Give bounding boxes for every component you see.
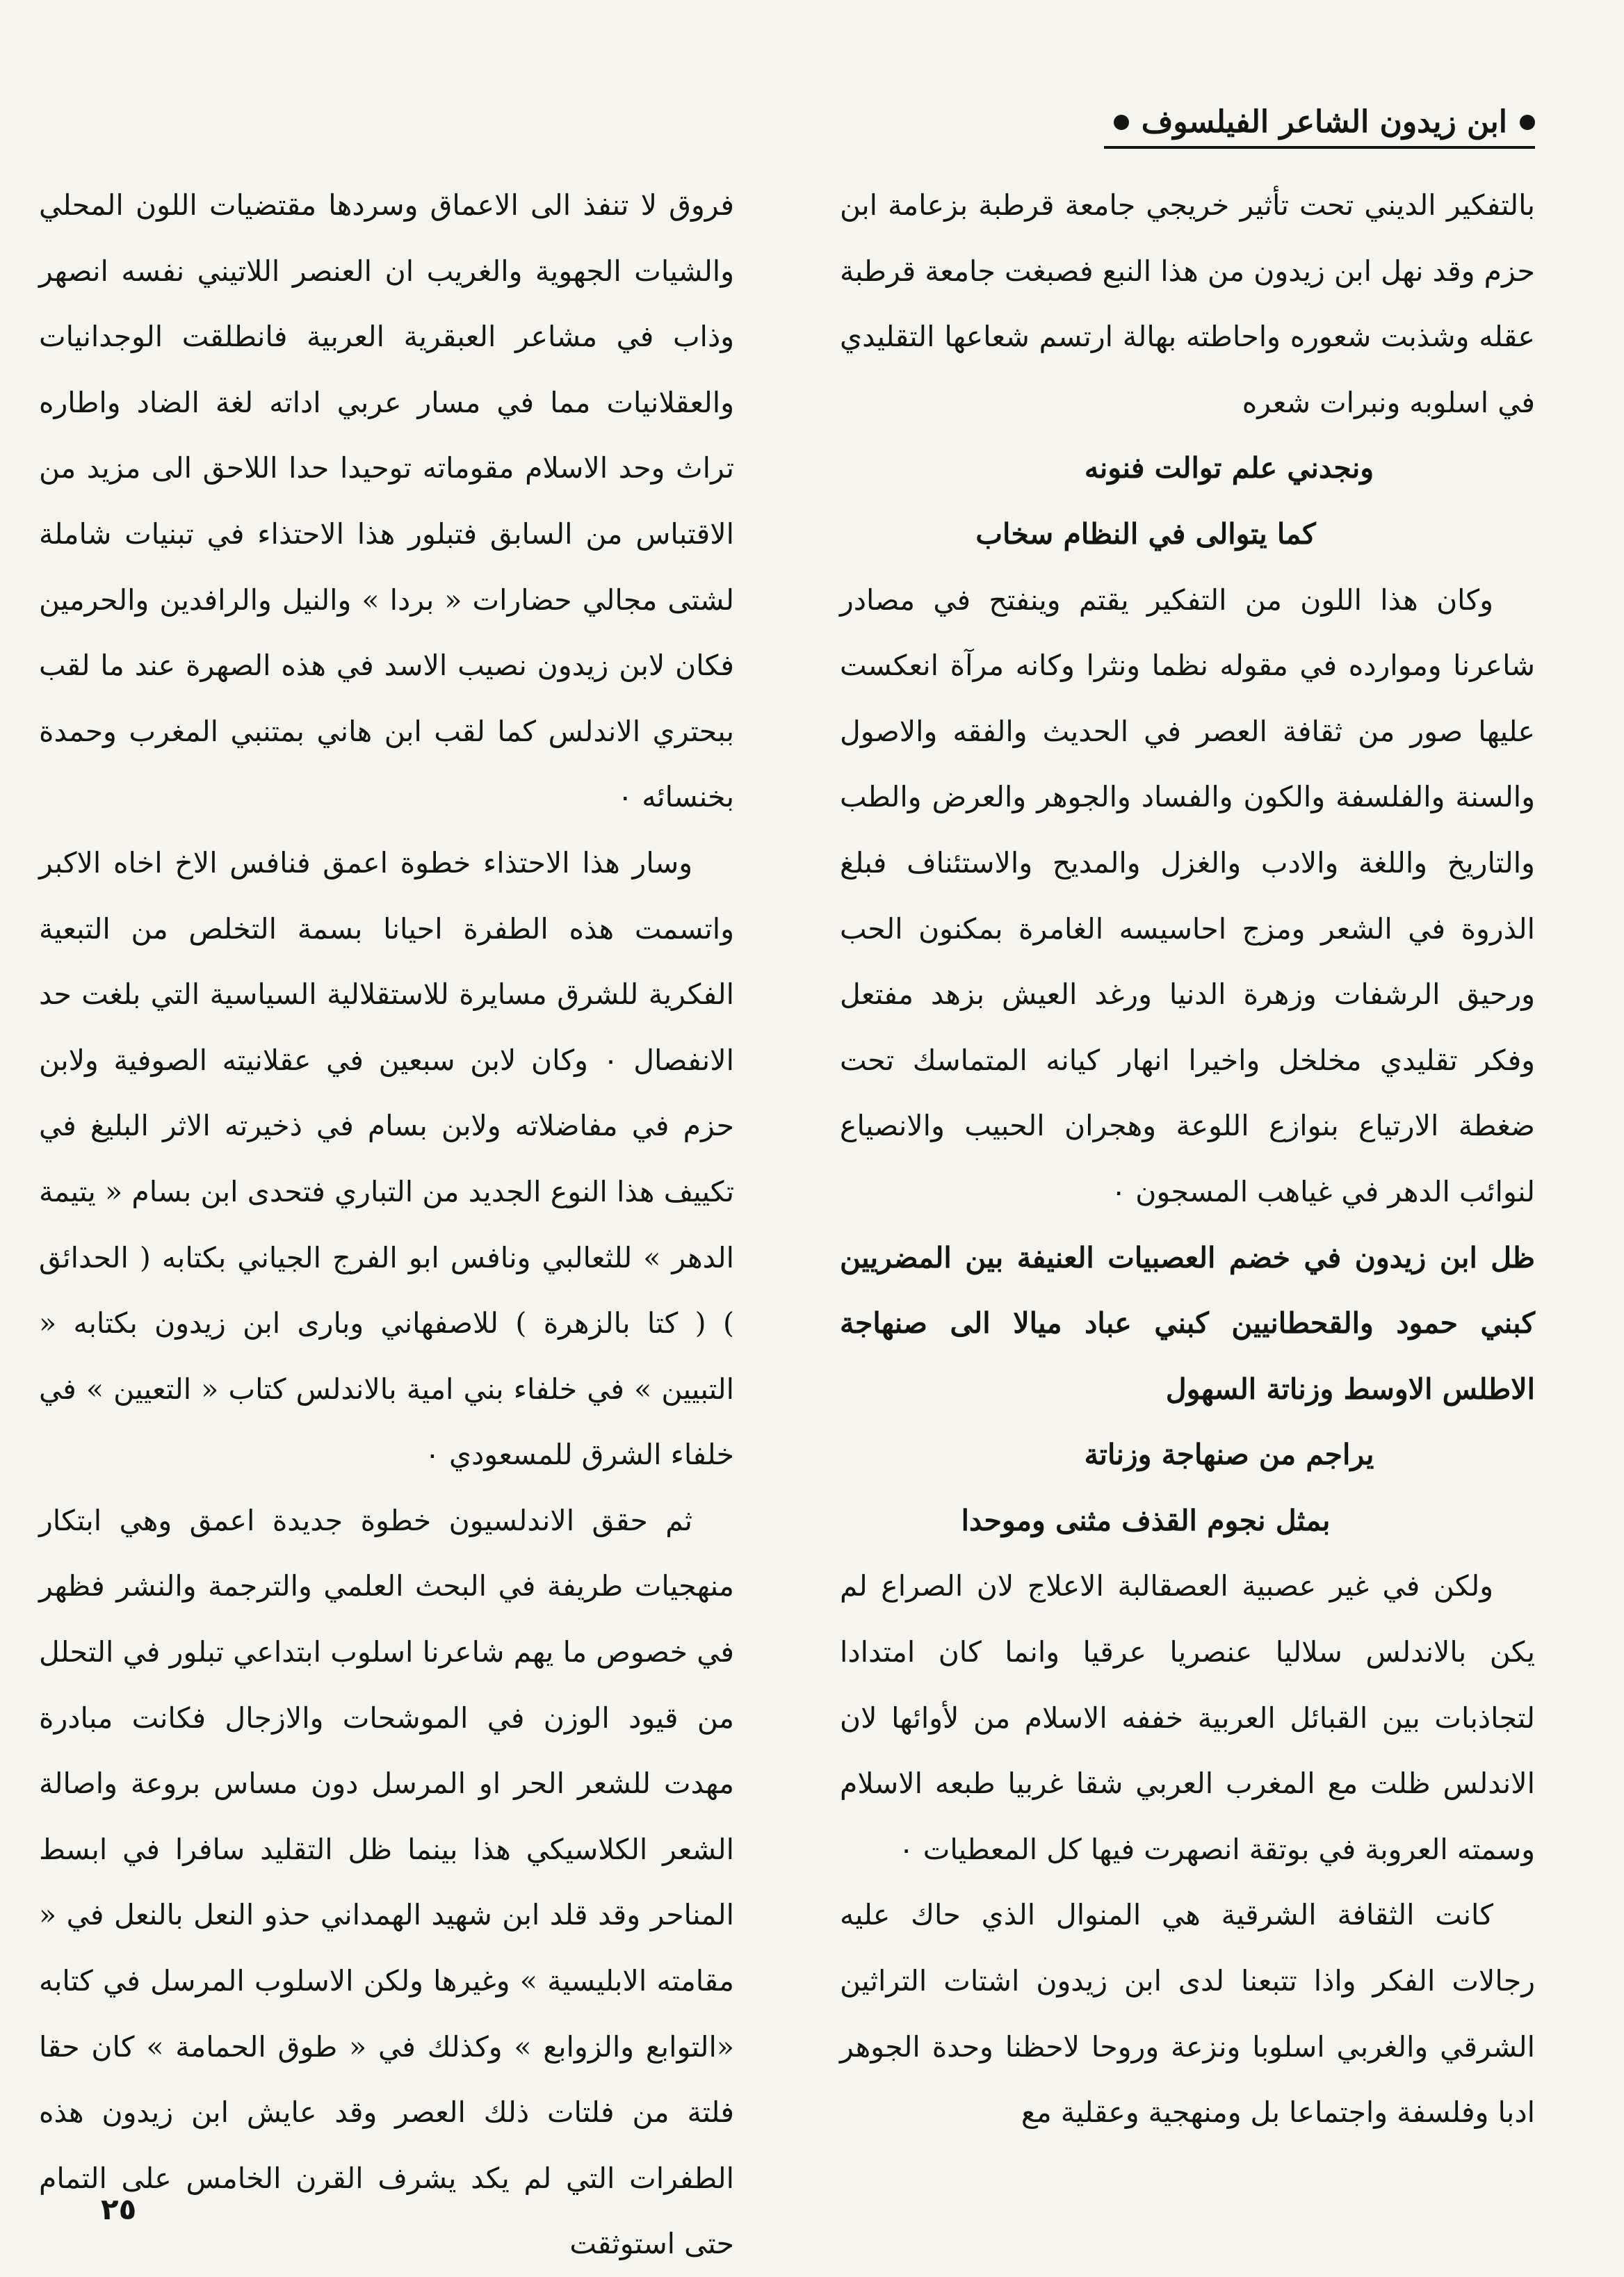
paragraph: ثم حقق الاندلسيون خطوة جديدة اعمق وهي ابتكار منهجيات طريفة في البحث العلمي والترجمة والنشر فظهر في خصوص ما يهم شاعرنا اسلوب ابتداعي تبلور في التحلل من قيود الوزن في الموشحات والازجال فكانت مبادرة مهدت للشعر الحر او المرسل دون مساس بروعة واصالة الشعر الكلاسيكي هذا بينما ظل التقليد سافرا في ابسط المناحر وقد قلد ابن شهيد الهمداني حذو النعل بالنعل في « مقامته الابليسية » وغيرها ولكن الاسلوب المرسل في كتابه «التوابع والزوابع » وكذلك في « طوق الحمامة » كان حقا فلتة من فلتات ذلك العصر وقد عايش ابن زيدون هذه الطفرات التي لم يكد يشرف القرن الخامس على التمام حتى استوثقت — [39, 1503, 734, 2261]
page-number: ٢٥ — [101, 2192, 137, 2226]
left-column — [39, 172, 734, 2277]
header-rule — [1104, 146, 1535, 149]
verse-line: بمثل نجوم القذف مثنى وموحدا — [961, 1503, 1331, 1537]
running-title: ابن زيدون الشاعر الفيلسوف — [1141, 104, 1507, 140]
paragraph: كانت الثقافة الشرقية هي المنوال الذي حاك عليه رجالات الفكر واذا تتبعنا لدى ابن زيدون اشتات التراثين الشرقي والغربي اسلوبا ونزعة وروحا لاحظنا وحدة الجوهر ادبا وفلسفة واجتماعا بل ومنهجية وعقلية مع — [840, 1898, 1535, 2130]
verse-line: يراجم من صنهاجة وزناتة — [1084, 1438, 1374, 1472]
verse-line: ونجدني علم توالت فنونه — [1084, 451, 1374, 485]
bullet-icon — [1520, 115, 1535, 130]
right-column — [840, 172, 1535, 2146]
verse-line: كما يتوالى في النظام سخاب — [975, 517, 1316, 551]
paragraph: ولكن في غير عصبية العصقالبة الاعلاج لان الصراع لم يكن بالاندلس سلاليا عنصريا عرقيا وانما كان امتدادا لتجاذبات بين القبائل العربية خففه الاسلام من لأوائها لان الاندلس ظلت مع المغرب العربي شقا غربيا طبعه الاسلام وسمته العروبة في بوتقة انصهرت فيها كل المعطيات ٠ — [840, 1569, 1535, 1866]
paragraph: بالتفكير الديني تحت تأثير خريجي جامعة قرطبة بزعامة ابن حزم وقد نهل ابن زيدون من هذا النبع فصبغت جامعة قرطبة عقله وشذبت شعوره واحاطته بهالة ارتسم شعاعها التقليدي في اسلوبه ونبرات شعره — [840, 188, 1535, 419]
running-header — [791, 104, 1535, 140]
paragraph: فروق لا تنفذ الى الاعماق وسردها مقتضيات اللون المحلي والشيات الجهوية والغريب ان العنصر اللاتيني نفسه انصهر وذاب في مشاعر العبقرية العربية فانطلقت الوجدانيات والعقلانيات مما في مسار عربي اداته لغة الضاد واطاره تراث وحد الاسلام مقوماته توحيدا حدا اللاحق الى مزيد من الاقتباس من السابق فتبلور هذا الاحتذاء في تبنيات شاملة لشتى مجالي حضارات « بردا » والنيل والرافدين والحرمين فكان لابن زيدون نصيب الاسد في هذه الصهرة عند ما لقب ببحتري الاندلس كما لقب ابن هاني بمتنبي المغرب وحمدة بخنسائه ٠ — [39, 188, 734, 814]
paragraph: وكان هذا اللون من التفكير يقتم وينفتح في مصادر شاعرنا وموارده في مقوله نظما ونثرا وكانه مرآة انعكست عليها صور من ثقافة العصر في الحديث والفقه والاصول والسنة والفلسفة والكون والفساد والجوهر والعرض والطب والتاريخ واللغة والادب والغزل والمديح والاستئناف فبلغ الذروة في الشعر ومزج احاسيسه الغامرة بمكنون الحب ورحيق الرشفات وزهرة الدنيا ورغد العيش بزهد مفتعل وفكر تقليدي مخلخل واخيرا انهار كيانه المتماسك تحت ضغطة الارتياع بنوازع اللوعة وهجران الحبيب والانصياع لنوائب الدهر في غياهب المسجون ٠ — [840, 583, 1535, 1208]
paragraph: ظل ابن زيدون في خضم العصبيات العنيفة بين المضريين كبني حمود والقحطانيين كبني عباد ميالا الى صنهاجة الاطلس الاوسط وزناتة السهول — [840, 1240, 1535, 1406]
bullet-icon — [1114, 115, 1129, 130]
paragraph: وسار هذا الاحتذاء خطوة اعمق فنافس الاخ اخاه الاكبر واتسمت هذه الطفرة احيانا بسمة التخلص من التبعية الفكرية للشرق مسايرة للاستقلالية السياسية التي بلغت حد الانفصال ٠ وكان لابن سبعين في عقلانيته الصوفية ولابن حزم في مفاضلاته ولابن بسام في ذخيرته الاثر البليغ في تكييف هذا النوع الجديد من التباري فتحدى ابن بسام « يتيمة الدهر » للثعالبي ونافس ابو الفرج الجياني بكتابه ( الحدائق ) ( كتا بالزهرة ) للاصفهاني وبارى ابن زيدون بكتابه « التبيين » في خلفاء بني امية بالاندلس كتاب « التعيين » في خلفاء الشرق للمسعودي ٠ — [39, 845, 734, 1472]
